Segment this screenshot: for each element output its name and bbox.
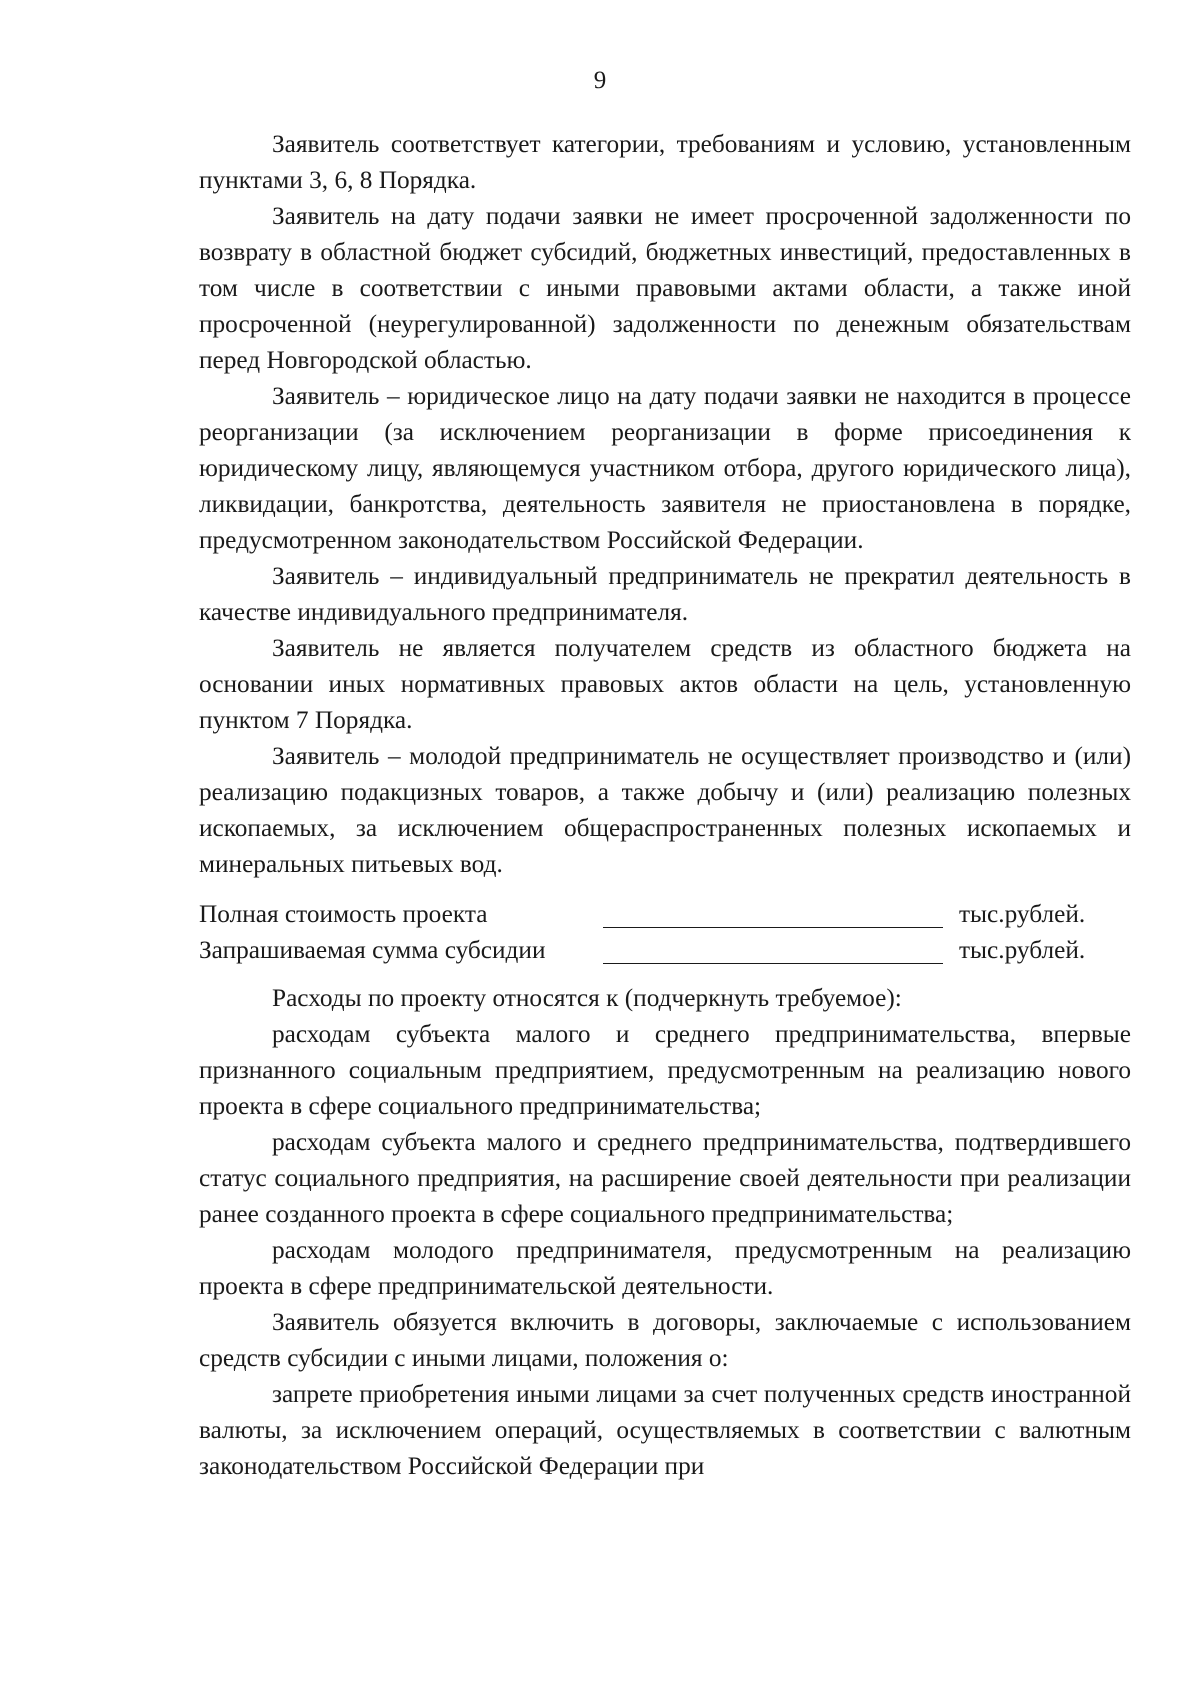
field-label-subsidy-amount: Запрашиваемая сумма субсидии bbox=[199, 936, 546, 964]
paragraph-no-overdue-debt: Заявитель на дату подачи заявки не имеет просроченной задолженности по возврату в областной бюджет субсидий, бюджетных инвестиций, предоставленных в том числе в соответствии с иными правовыми актами области, а также иной просроченной (неурегулированной) задолженности по денежным обязательствам перед Новгородской областью. bbox=[199, 202, 1131, 374]
page-number: 9 bbox=[593, 67, 607, 94]
paragraph-not-budget-recipient: Заявитель не является получателем средств из областного бюджета на основании иных нормативных правовых актов области на цель, установленную пунктом 7 Порядка. bbox=[199, 634, 1131, 734]
paragraph-young-entrepreneur: Заявитель – молодой предприниматель не осуществляет производство и (или) реализацию подакцизных товаров, а также добычу и (или) реализацию полезных ископаемых, за исключением общераспространенных полезных ископаемых и минеральных питьевых вод. bbox=[199, 742, 1131, 878]
paragraph-currency-prohibition: запрете приобретения иными лицами за счет полученных средств иностранной валюты, за исключением операций, осуществляемых в соответствии с валютным законодательством Российской Федерации при bbox=[199, 1380, 1131, 1480]
cost-fields bbox=[199, 896, 1131, 968]
field-blank-total-cost[interactable] bbox=[603, 901, 943, 928]
paragraph-applicant-category: Заявитель соответствует категории, требованиям и условию, установленным пунктами 3, 6, 8 Порядка. bbox=[199, 130, 1131, 194]
field-row-subsidy-amount bbox=[199, 932, 1131, 968]
paragraph-legal-entity-status: Заявитель – юридическое лицо на дату подачи заявки не находится в процессе реорганизации (за исключением реорганизации в форме присоединения к юридическому лицу, являющемуся участником отбора, другого юридического лица), ликвидации, банкротства, деятельность заявителя не приостановлена в порядке, предусмотренном законодательством Российской Федерации. bbox=[199, 382, 1131, 554]
field-unit-total-cost: тыс.рублей. bbox=[959, 900, 1086, 928]
paragraph-expense-option-social-expand: расходам субъекта малого и среднего предпринимательства, подтвердившего статус социального предприятия, на расширение своей деятельности при реализации ранее созданного проекта в сфере социального предпринимательства; bbox=[199, 1128, 1131, 1228]
paragraph-individual-entrepreneur: Заявитель – индивидуальный предприниматель не прекратил деятельность в качестве индивидуального предпринимателя. bbox=[199, 562, 1131, 626]
paragraph-expense-option-social-new: расходам субъекта малого и среднего предпринимательства, впервые признанного социальным предприятием, предусмотренным на реализацию нового проекта в сфере социального предпринимательства; bbox=[199, 1020, 1131, 1120]
paragraph-contract-obligation: Заявитель обязуется включить в договоры, заключаемые с использованием средств субсидии с иными лицами, положения о: bbox=[199, 1308, 1131, 1372]
field-unit-subsidy-amount: тыс.рублей. bbox=[959, 936, 1086, 964]
field-row-total-cost bbox=[199, 896, 1131, 932]
document-body bbox=[199, 126, 1131, 1484]
paragraph-expense-option-young: расходам молодого предпринимателя, предусмотренным на реализацию проекта в сфере предпринимательской деятельности. bbox=[199, 1236, 1131, 1300]
paragraph-expenses-intro: Расходы по проекту относятся к (подчеркнуть требуемое): bbox=[272, 984, 902, 1012]
field-label-total-cost: Полная стоимость проекта bbox=[199, 900, 488, 928]
field-blank-subsidy-amount[interactable] bbox=[603, 937, 943, 964]
